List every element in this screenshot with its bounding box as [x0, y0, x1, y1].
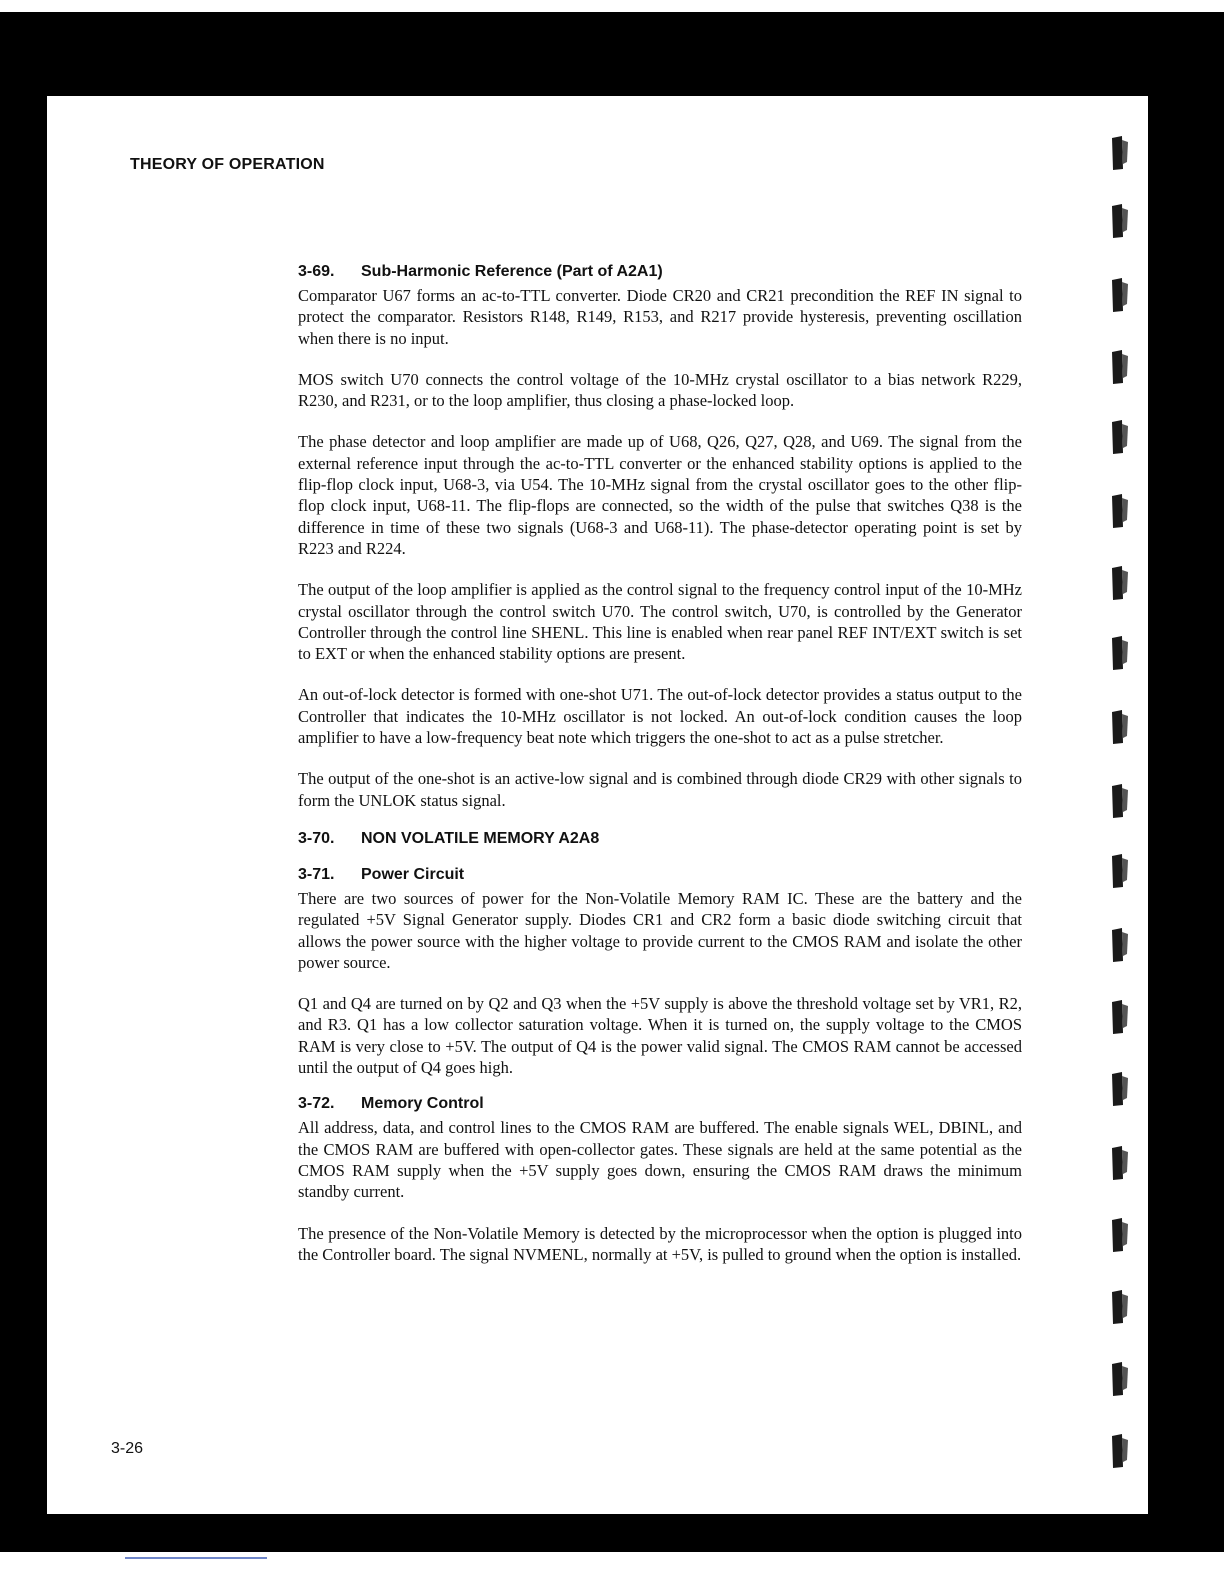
binder-tab-mark [1104, 136, 1134, 170]
section-heading [298, 865, 1022, 885]
paragraph: MOS switch U70 connects the control voltage of the 10-MHz crystal oscillator to a bias network R229, R230, and R231, or to the loop amplifier, thus closing a phase-locked loop. [298, 369, 1022, 411]
binder-tab-mark [1104, 278, 1134, 312]
section-heading [298, 1094, 1022, 1114]
paragraph: The phase detector and loop amplifier are made up of U68, Q26, Q27, Q28, and U69. The signal from the external reference input through the ac-to-TTL converter or the enhanced stability options is applied to the flip-flop clock input, U68-3, via U54. The 10-MHz signal from the crystal oscillator goes to the other flip-flop clock input, U68-11. The flip-flops are connected, so the width of the pulse that switches Q38 is the difference in time of these two signals (U68-3 and U68-11). The phase-detector operating point is set by R223 and R224. [298, 432, 1022, 558]
section-number: 3-70. [298, 829, 335, 847]
paragraph: Q1 and Q4 are turned on by Q2 and Q3 when the +5V supply is above the threshold voltage set by VR1, R2, and R3. Q1 has a low collector saturation voltage. When it is turned on, the supply voltage to the CMOS RAM is very close to +5V. The output of Q4 is the power valid signal. The CMOS RAM cannot be accessed until the output of Q4 goes high. [298, 994, 1022, 1078]
section-number: 3-72. [298, 1095, 335, 1113]
section-title: Memory Control [361, 1095, 484, 1113]
binder-tab-mark [1104, 566, 1134, 600]
paragraph: Comparator U67 forms an ac-to-TTL converter. Diode CR20 and CR21 precondition the REF IN signal to protect the comparator. Resistors R148, R149, R153, and R217 provide hysteresis, preventing oscillation when there is no input. [298, 286, 1022, 348]
paragraph: All address, data, and control lines to the CMOS RAM are buffered. The enable signals WEL, DBINL, and the CMOS RAM are buffered with open-collector gates. These signals are held at the same potential as the CMOS RAM supply when the +5V supply goes down, ensuring the CMOS RAM draws the minimum standby current. [298, 1118, 1022, 1202]
section-heading [298, 262, 1022, 282]
paragraph: The presence of the Non-Volatile Memory is detected by the microprocessor when the option is plugged into the Controller board. The signal NVMENL, normally at +5V, is pulled to ground when the option is installed. [298, 1223, 1022, 1264]
scan-underline-mark [125, 1557, 267, 1559]
binder-tab-mark [1104, 784, 1134, 818]
binder-tab-mark [1104, 710, 1134, 744]
binder-tab-mark [1104, 1290, 1134, 1324]
binder-tab-mark [1104, 854, 1134, 888]
binder-tab-mark [1104, 1218, 1134, 1252]
binder-tab-mark [1104, 350, 1134, 384]
paragraph: The output of the one-shot is an active-low signal and is combined through diode CR29 with other signals to form the UNLOK status signal. [298, 769, 1022, 810]
binder-tab-mark [1104, 636, 1134, 670]
section-heading [298, 829, 1022, 849]
binder-tab-mark [1104, 1146, 1134, 1180]
section-title: NON VOLATILE MEMORY A2A8 [361, 829, 600, 847]
section-number: 3-69. [298, 263, 335, 280]
paragraph: An out-of-lock detector is formed with one-shot U71. The out-of-lock detector provides a status output to the Controller that indicates the 10-MHz oscillator is not locked. An out-of-lock condition causes the loop amplifier to have a low-frequency beat note which triggers the one-shot to act as a pulse stretcher. [298, 685, 1022, 748]
section-number: 3-71. [298, 865, 335, 883]
page-number: 3-26 [111, 1440, 144, 1457]
binder-tab-mark [1104, 1000, 1134, 1034]
binder-tab-mark [1104, 494, 1134, 528]
section-title: Sub-Harmonic Reference (Part of A2A1) [361, 263, 663, 280]
paragraph: The output of the loop amplifier is applied as the control signal to the frequency control input of the 10-MHz crystal oscillator through the control switch U70. The control switch, U70, is controlled by the Generator Controller through the control line SHENL. This line is enabled when rear panel REF INT/EXT switch is set to EXT or when the enhanced stability options are present. [298, 580, 1022, 664]
running-header: THEORY OF OPERATION [130, 156, 325, 173]
page-body [298, 262, 1022, 1265]
binder-tab-mark [1104, 1362, 1134, 1396]
binder-tab-strip [1104, 136, 1134, 1476]
binder-tab-mark [1104, 1072, 1134, 1106]
scan-top-margin [0, 0, 1224, 12]
section-title: Power Circuit [361, 865, 465, 883]
paragraph: There are two sources of power for the Non-Volatile Memory RAM IC. These are the battery and the regulated +5V Signal Generator supply. Diodes CR1 and CR2 form a basic diode switching circuit that allows the power source with the higher voltage to provide current to the CMOS RAM and isolate the other power source. [298, 888, 1022, 972]
binder-tab-mark [1104, 928, 1134, 962]
binder-tab-mark [1104, 1434, 1134, 1468]
binder-tab-mark [1104, 204, 1134, 238]
binder-tab-mark [1104, 420, 1134, 454]
